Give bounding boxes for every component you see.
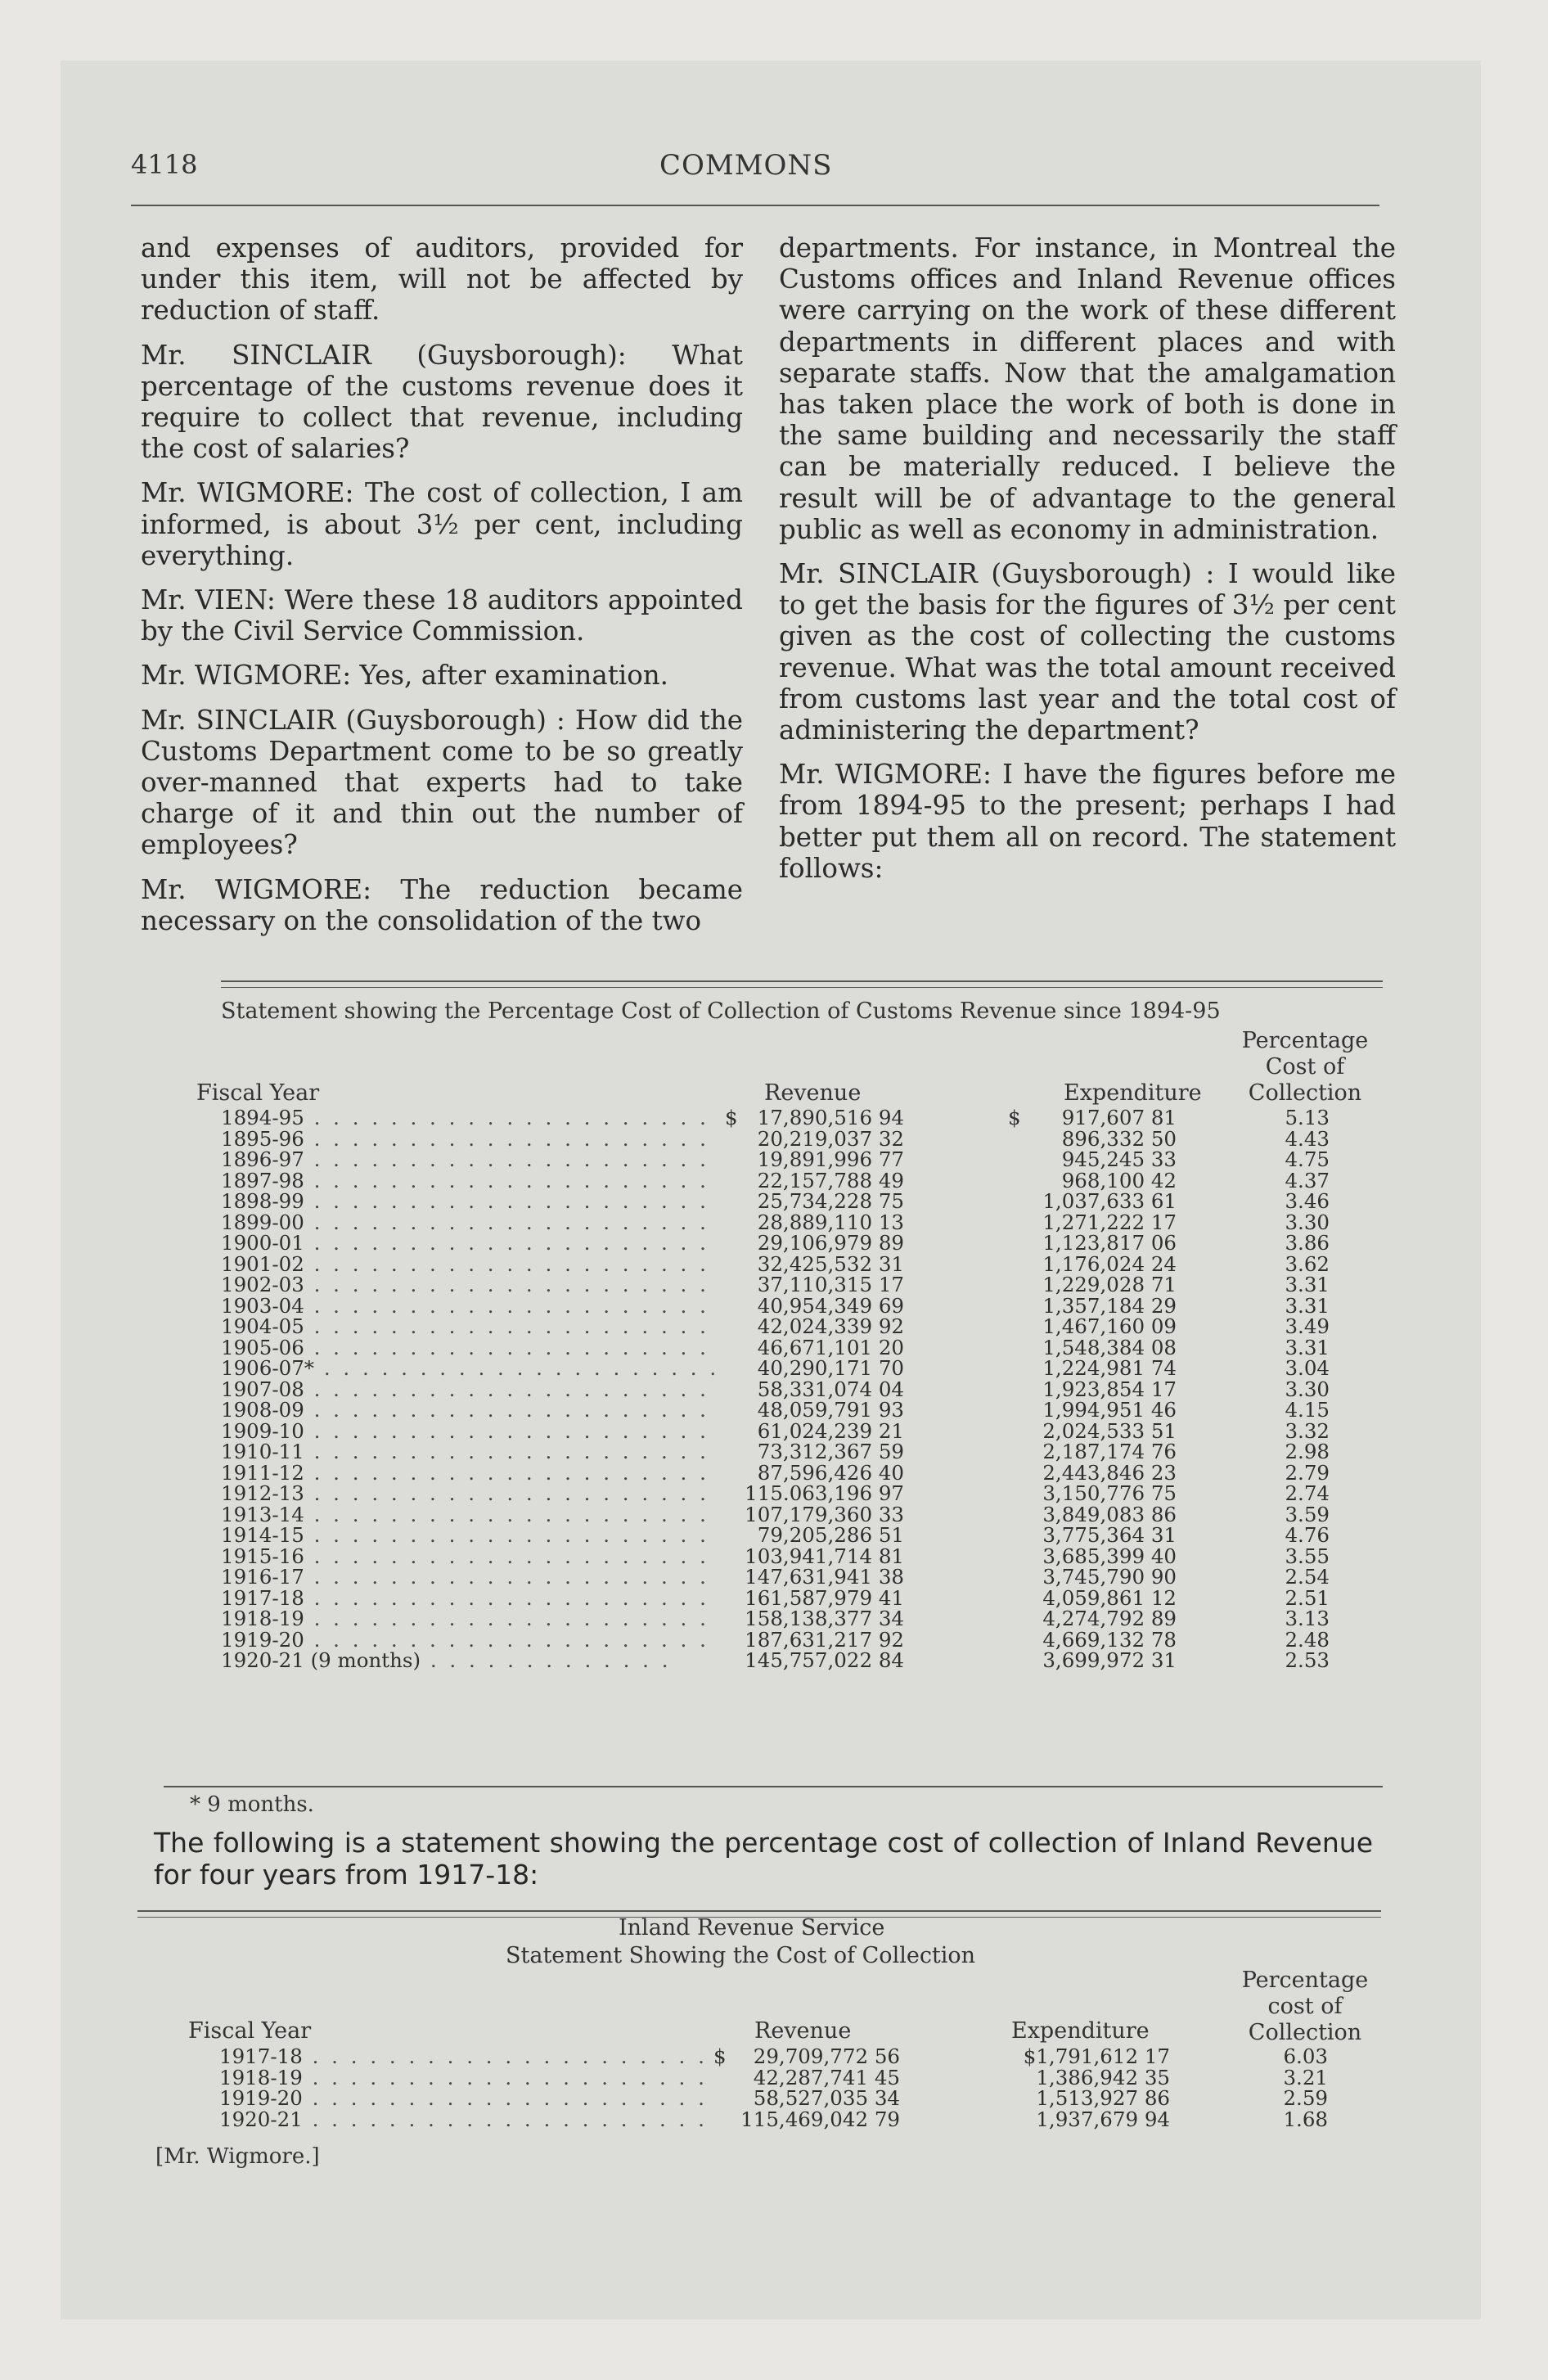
fiscal-year-cell: 1920-21 . . . . . . . . . . . . . . . . . . . . . [219, 2107, 708, 2131]
percentage-cell: 2.59 [1283, 2086, 1328, 2110]
right-paragraph-1: departments. For instance, in Montreal the Customs offices and Inland Revenue offices were carrying on the work of these different departments in different places and with separate staffs. Now that the amalgamation has taken place the work of both is done in the same building and necessarily the staff can be materially reduced. I believe the result will be of advantage to the general public as well as economy in administration. [779, 232, 1396, 545]
revenue-cell: 40,954,349 69 [757, 1293, 904, 1318]
revenue-cell: 32,425,532 31 [757, 1251, 904, 1276]
header-rule [131, 205, 1379, 206]
fiscal-year-cell: 1918-19 . . . . . . . . . . . . . . . . . . . . . [221, 1607, 709, 1630]
revenue-cell: 17,890,516 94 [757, 1106, 904, 1129]
table-row [221, 1233, 1383, 1254]
fiscal-year-cell: 1895-96 . . . . . . . . . . . . . . . . . . . . . [221, 1126, 709, 1151]
expenditure-cell: 1,923,854 17 [1042, 1377, 1177, 1401]
percentage-cell: 2.74 [1285, 1481, 1330, 1505]
percentage-cell: 3.55 [1285, 1544, 1330, 1568]
percentage-cell: 4.43 [1285, 1126, 1330, 1151]
revenue-cell: 22,157,788 49 [757, 1168, 904, 1192]
table-row [221, 1504, 1383, 1526]
table-row [221, 1107, 1383, 1129]
revenue-cell: 103,941,714 81 [745, 1544, 904, 1568]
expenditure-cell: 4,059,861 12 [1042, 1585, 1177, 1610]
table-rule-bottom [164, 1786, 1383, 1787]
expenditure-cell: 1,224,981 74 [1042, 1356, 1177, 1380]
table-row [221, 1212, 1383, 1233]
expenditure-cell: 1,548,384 08 [1042, 1335, 1177, 1359]
fiscal-year-cell: 1909-10 . . . . . . . . . . . . . . . . . . . . . [221, 1418, 709, 1443]
expenditure-cell: 3,745,790 90 [1042, 1565, 1177, 1589]
inland-intro-text: The following is a statement showing the percentage cost of collection of Inland Revenue for four years from 1917-18: [154, 1827, 1373, 1891]
revenue-cell: 37,110,315 17 [757, 1273, 904, 1296]
expenditure-cell: 1,357,184 29 [1042, 1293, 1177, 1318]
fiscal-year-cell: 1899-00 . . . . . . . . . . . . . . . . . . . . . [221, 1210, 709, 1234]
fiscal-year-cell: 1901-02 . . . . . . . . . . . . . . . . . . . . . [221, 1251, 709, 1276]
expenditure-cell: 4,669,132 78 [1042, 1627, 1177, 1652]
inland-col-fiscal-year: Fiscal Year [188, 2018, 312, 2044]
inland-col-expenditure: Expenditure [1011, 2018, 1150, 2044]
fiscal-year-cell: 1919-20 . . . . . . . . . . . . . . . . . . . . . [219, 2086, 708, 2110]
revenue-cell: 29,106,979 89 [757, 1231, 904, 1255]
table-rule-top-2 [221, 987, 1383, 988]
percentage-cell: 3.30 [1285, 1377, 1330, 1401]
inland-col-revenue: Revenue [754, 2018, 852, 2044]
inland-title-1: Inland Revenue Service [619, 1915, 885, 1941]
table-row [221, 1483, 1383, 1504]
expenditure-cell: 1,467,160 09 [1042, 1314, 1177, 1338]
table-row [221, 1441, 1383, 1463]
left-column [141, 232, 743, 949]
percentage-cell: 3.59 [1285, 1502, 1330, 1526]
percentage-cell: 2.51 [1285, 1585, 1330, 1610]
percentage-cell: 3.31 [1285, 1335, 1330, 1359]
revenue-cell: 61,024,239 21 [757, 1418, 904, 1443]
inland-col-pct-line3: Collection [1248, 2020, 1362, 2045]
revenue-cell: 48,059,791 93 [757, 1398, 904, 1422]
revenue-cell: 42,024,339 92 [757, 1314, 904, 1338]
table-row [219, 2067, 1381, 2089]
percentage-cell: 3.21 [1283, 2065, 1328, 2089]
percentage-cell: 3.31 [1285, 1273, 1330, 1296]
expenditure-cell: 3,699,972 31 [1042, 1648, 1177, 1672]
table-row [221, 1316, 1383, 1337]
percentage-cell: 1.68 [1283, 2107, 1328, 2131]
fiscal-year-cell: 1902-03 . . . . . . . . . . . . . . . . . . . . . [221, 1273, 709, 1296]
table-row [221, 1546, 1383, 1567]
expenditure-cell: 1,037,633 61 [1042, 1189, 1177, 1213]
fiscal-year-cell: 1894-95 . . . . . . . . . . . . . . . . . . . . . [221, 1106, 709, 1129]
customs-col-pct-line3: Collection [1248, 1080, 1362, 1106]
revenue-cell: 73,312,367 59 [757, 1440, 904, 1463]
table-row [221, 1251, 1383, 1276]
table-row [221, 1126, 1383, 1151]
customs-col-pct [1227, 1028, 1383, 1107]
revenue-cell: 46,671,101 20 [757, 1335, 904, 1359]
expenditure-cell: 917,607 81 [1061, 1106, 1177, 1129]
fiscal-year-cell: 1906-07* . . . . . . . . . . . . . . . . . . . . . [221, 1356, 720, 1380]
customs-table-title: Statement showing the Percentage Cost of Collection of Customs Revenue since 1894-95 [221, 998, 1221, 1024]
right-paragraph-2: Mr. SINCLAIR (Guysborough) : I would like to get the basis for the figures of 3½ per cent given as the cost of collecting the customs revenue. What was the total amount received from customs last year and the total cost of administering the department? [779, 558, 1396, 746]
expenditure-cell: 3,775,364 31 [1042, 1523, 1177, 1547]
fiscal-year-cell: 1917-18 . . . . . . . . . . . . . . . . . . . . . [219, 2044, 708, 2068]
expenditure-cell: 2,443,846 23 [1042, 1460, 1177, 1485]
fiscal-year-cell: 1898-99 . . . . . . . . . . . . . . . . . . . . . [221, 1189, 709, 1213]
expenditure-cell: 1,271,222 17 [1042, 1210, 1177, 1234]
percentage-cell: 4.76 [1285, 1523, 1330, 1547]
table-row [221, 1525, 1383, 1546]
inland-table-body [219, 2046, 1381, 2130]
revenue-cell: 187,631,217 92 [745, 1627, 904, 1652]
revenue-cell: 42,287,741 45 [753, 2065, 900, 2089]
expenditure-cell: 2,024,533 51 [1042, 1418, 1177, 1443]
speaker-attribution: [Mr. Wigmore.] [155, 2144, 320, 2169]
percentage-cell: 3.46 [1285, 1189, 1330, 1213]
table-row [221, 1337, 1383, 1359]
expenditure-cell: 1,123,817 06 [1042, 1231, 1177, 1255]
fiscal-year-cell: 1896-97 . . . . . . . . . . . . . . . . . . . . . [221, 1147, 709, 1171]
fiscal-year-cell: 1914-15 . . . . . . . . . . . . . . . . . . . . . [221, 1523, 709, 1547]
revenue-cell: 158,138,377 34 [745, 1607, 904, 1630]
inland-col-pct [1227, 1968, 1383, 2046]
expenditure-cell: 4,274,792 89 [1042, 1607, 1177, 1630]
expenditure-cell: 1,513,927 86 [1036, 2086, 1170, 2110]
percentage-cell: 2.79 [1285, 1460, 1330, 1485]
fiscal-year-cell: 1900-01 . . . . . . . . . . . . . . . . . . . . . [221, 1231, 709, 1255]
inland-col-pct-line1: Percentage [1241, 1968, 1369, 1993]
percentage-cell: 2.48 [1285, 1627, 1330, 1652]
table-row [221, 1629, 1383, 1651]
percentage-cell: 2.53 [1285, 1648, 1330, 1672]
fiscal-year-cell: 1919-20 . . . . . . . . . . . . . . . . . . . . . [221, 1627, 709, 1652]
left-paragraph-4: Mr. VIEN: Were these 18 auditors appointed by the Civil Service Commission. [141, 584, 743, 647]
left-paragraph-5: Mr. WIGMORE: Yes, after examination. [141, 660, 669, 692]
inland-title-2: Statement Showing the Cost of Collection [506, 1943, 976, 1968]
table-row [221, 1274, 1383, 1296]
fiscal-year-cell: 1905-06 . . . . . . . . . . . . . . . . . . . . . [221, 1335, 709, 1359]
table-row [221, 1460, 1383, 1485]
page-title: COMMONS [659, 149, 833, 182]
revenue-cell: 19,891,996 77 [757, 1147, 904, 1171]
left-paragraph-1: and expenses of auditors, provided for under this item, will not be affected by reduction of staff. [141, 232, 743, 327]
table-rule-top [221, 980, 1383, 982]
fiscal-year-cell: 1915-16 . . . . . . . . . . . . . . . . . . . . . [221, 1544, 709, 1568]
expenditure-cell: 1,386,942 35 [1036, 2065, 1170, 2089]
fiscal-year-cell: 1911-12 . . . . . . . . . . . . . . . . . . . . . [221, 1460, 709, 1485]
table-row [219, 2088, 1381, 2109]
percentage-cell: 3.49 [1285, 1314, 1330, 1338]
revenue-cell: 28,889,110 13 [757, 1210, 904, 1234]
table-row [221, 1585, 1383, 1610]
fiscal-year-cell: 1913-14 . . . . . . . . . . . . . . . . . . . . . [221, 1502, 709, 1526]
dollar-sign: $ [725, 1106, 738, 1129]
expenditure-cell: 3,685,399 40 [1042, 1544, 1177, 1568]
fiscal-year-cell: 1918-19 . . . . . . . . . . . . . . . . . . . . . [219, 2065, 708, 2089]
customs-col-fiscal-year: Fiscal Year [196, 1080, 320, 1106]
percentage-cell: 3.31 [1285, 1293, 1330, 1318]
table-row [221, 1358, 1383, 1379]
percentage-cell: 3.04 [1285, 1356, 1330, 1380]
revenue-cell: 87,596,426 40 [757, 1460, 904, 1485]
fiscal-year-cell: 1908-09 . . . . . . . . . . . . . . . . . . . . . [221, 1398, 709, 1422]
customs-col-expenditure: Expenditure [1064, 1080, 1202, 1106]
fiscal-year-cell: 1917-18 . . . . . . . . . . . . . . . . . . . . . [221, 1585, 709, 1610]
table-row [221, 1379, 1383, 1400]
fiscal-year-cell: 1916-17 . . . . . . . . . . . . . . . . . . . . . [221, 1565, 709, 1589]
expenditure-cell: $1,791,612 17 [1023, 2044, 1170, 2068]
revenue-cell: 40,290,171 70 [757, 1356, 904, 1380]
left-paragraph-6: Mr. SINCLAIR (Guysborough) : How did the Customs Department come to be so greatly over-manned that experts had to take charge of it and thin out the number of employees? [141, 704, 743, 861]
revenue-cell: 29,709,772 56 [753, 2044, 900, 2068]
expenditure-cell: 1,994,951 46 [1042, 1398, 1177, 1422]
table-row [221, 1400, 1383, 1421]
inland-col-pct-line2: cost of [1267, 1994, 1343, 2019]
percentage-cell: 2.98 [1285, 1440, 1330, 1463]
fiscal-year-cell: 1910-11 . . . . . . . . . . . . . . . . . . . . . [221, 1440, 709, 1463]
left-paragraph-2: Mr. SINCLAIR (Guysborough): What percentage of the customs revenue does it require to collect that revenue, including the cost of salaries? [141, 339, 743, 465]
fiscal-year-cell: 1907-08 . . . . . . . . . . . . . . . . . . . . . [221, 1377, 709, 1401]
fiscal-year-cell: 1912-13 . . . . . . . . . . . . . . . . . . . . . [221, 1481, 709, 1505]
percentage-cell: 3.62 [1285, 1251, 1330, 1276]
fiscal-year-cell: 1920-21 (9 months) . . . . . . . . . . . . . [221, 1648, 672, 1672]
table-row [221, 1608, 1383, 1629]
revenue-cell: 79,205,286 51 [757, 1523, 904, 1547]
table-row [221, 1191, 1383, 1212]
customs-table-body [221, 1107, 1383, 1671]
expenditure-cell: 945,245 33 [1061, 1147, 1177, 1171]
revenue-cell: 115,469,042 79 [740, 2107, 900, 2131]
expenditure-cell: 1,229,028 71 [1042, 1273, 1177, 1296]
percentage-cell: 5.13 [1285, 1106, 1330, 1129]
table-row [221, 1149, 1383, 1170]
expenditure-cell: 896,332 50 [1061, 1126, 1177, 1151]
expenditure-cell: 3,150,776 75 [1042, 1481, 1177, 1505]
revenue-cell: 115.063,196 97 [745, 1481, 904, 1505]
revenue-cell: 161,587,979 41 [745, 1585, 904, 1610]
percentage-cell: 3.86 [1285, 1231, 1330, 1255]
dollar-sign: $ [1008, 1106, 1021, 1129]
table-row [221, 1170, 1383, 1192]
table-row [221, 1293, 1383, 1318]
revenue-cell: 147,631,941 38 [745, 1565, 904, 1589]
expenditure-cell: 2,187,174 76 [1042, 1440, 1177, 1463]
percentage-cell: 3.32 [1285, 1418, 1330, 1443]
expenditure-cell: 1,937,679 94 [1036, 2107, 1170, 2131]
page-number: 4118 [131, 149, 198, 180]
revenue-cell: 107,179,360 33 [745, 1502, 904, 1526]
left-paragraph-3: Mr. WIGMORE: The cost of collection, I am informed, is about 3½ per cent, including everything. [141, 477, 743, 571]
customs-footnote: * 9 months. [190, 1792, 314, 1817]
fiscal-year-cell: 1897-98 . . . . . . . . . . . . . . . . . . . . . [221, 1168, 709, 1192]
fiscal-year-cell: 1903-04 . . . . . . . . . . . . . . . . . . . . . [221, 1293, 709, 1318]
table-row [221, 1566, 1383, 1588]
left-paragraph-7: Mr. WIGMORE: The reduction became necessary on the consolidation of the two [141, 873, 743, 936]
dollar-sign: $ [713, 2044, 727, 2068]
revenue-cell: 58,527,035 34 [753, 2086, 900, 2110]
percentage-cell: 3.13 [1285, 1607, 1330, 1630]
table-row [221, 1418, 1383, 1443]
table-row [219, 2046, 1381, 2067]
percentage-cell: 2.54 [1285, 1565, 1330, 1589]
expenditure-cell: 968,100 42 [1061, 1168, 1177, 1192]
revenue-cell: 25,734,228 75 [757, 1189, 904, 1213]
inland-rule-top [137, 1910, 1381, 1912]
right-paragraph-3: Mr. WIGMORE: I have the figures before me from 1894-95 to the present; perhaps I had better put them all on record. The statement follows: [779, 759, 1396, 884]
fiscal-year-cell: 1904-05 . . . . . . . . . . . . . . . . . . . . . [221, 1314, 709, 1338]
percentage-cell: 4.75 [1285, 1147, 1330, 1171]
customs-col-pct-line1: Percentage [1241, 1028, 1369, 1053]
percentage-cell: 4.15 [1285, 1398, 1330, 1422]
table-row [219, 2109, 1381, 2130]
right-column [779, 232, 1396, 897]
revenue-cell: 58,331,074 04 [757, 1377, 904, 1401]
percentage-cell: 3.30 [1285, 1210, 1330, 1234]
customs-col-revenue: Revenue [764, 1080, 862, 1106]
percentage-cell: 6.03 [1283, 2044, 1328, 2068]
expenditure-cell: 1,176,024 24 [1042, 1251, 1177, 1276]
expenditure-cell: 3,849,083 86 [1042, 1502, 1177, 1526]
revenue-cell: 145,757,022 84 [745, 1648, 904, 1672]
customs-col-pct-line2: Cost of [1265, 1054, 1345, 1080]
revenue-cell: 20,219,037 32 [757, 1126, 904, 1151]
table-row [221, 1650, 1383, 1671]
percentage-cell: 4.37 [1285, 1168, 1330, 1192]
